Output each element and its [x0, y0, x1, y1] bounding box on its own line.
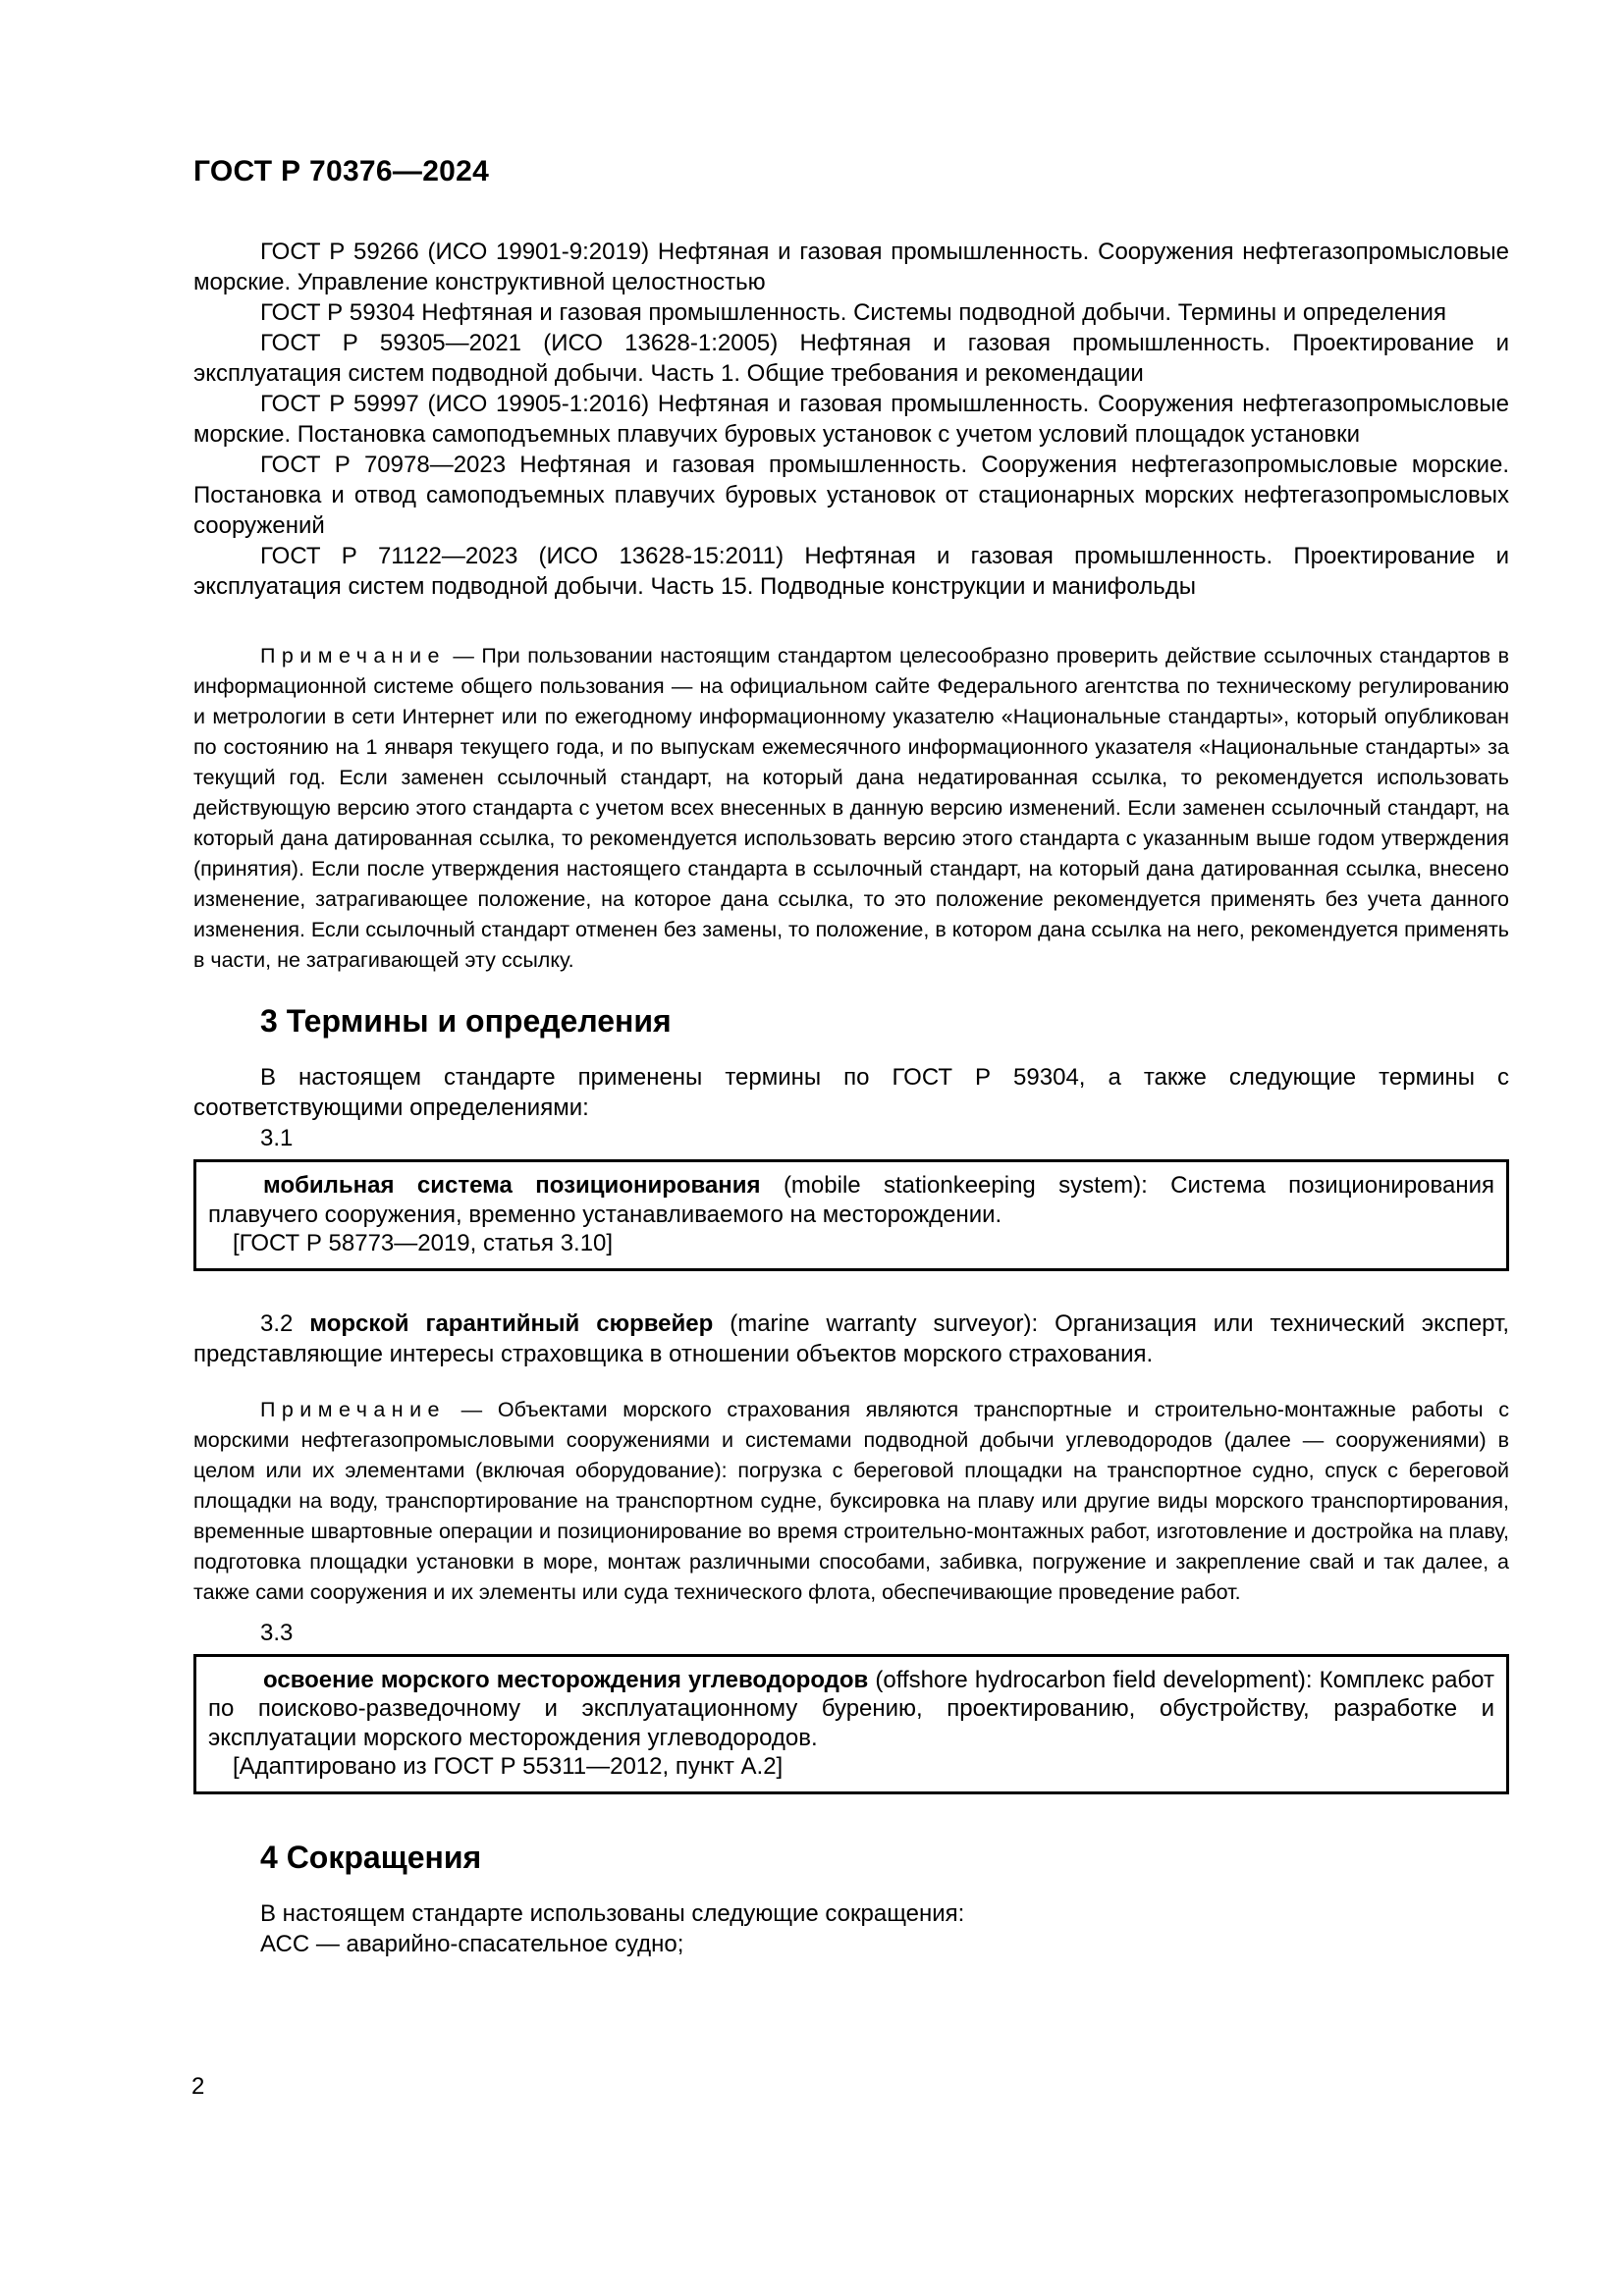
- reference-item-1: ГОСТ Р 59266 (ИСО 19901-9:2019) Нефтяная и газовая промышленность. Сооружения нефтегазопромысловые морские. Управление конструктивной целостностью: [193, 239, 1509, 295]
- terms-intro: В настоящем стандарте применены термины по ГОСТ Р 59304, а также следующие термины с соответствующими определениями:: [193, 1064, 1509, 1121]
- section-heading-abbreviations: 4 Сокращения: [260, 1839, 482, 1875]
- abbreviations-intro: В настоящем стандарте использованы следующие сокращения:: [260, 1899, 965, 1927]
- note-text: — При пользовании настоящим стандартом целесообразно проверить действие ссылочных стандартов в информационной системе общего пользования — на официальном сайте Федерального агентства по техническому регулированию и метрологии в сети Интернет или по ежегодному информационному указателю «Национальные стандарты», который опубликован по состоянию на 1 января текущего года, и по выпускам ежемесячного информационного указателя «Национальные стандарты» за текущий год. Если заменен ссылочный стандарт, на который дана недатированная ссылка, то рекомендуется использовать действующую версию этого стандарта с учетом всех внесенных в данную версию изменений. Если заменен ссылочный стандарт, на который дана датированная ссылка, то рекомендуется использовать версию этого стандарта с указанным выше годом утверждения (принятия). Если после утверждения настоящего стандарта в ссылочный стандарт, на который дана датированная ссылка, внесено изменение, затрагивающее положение, на которое дана ссылка, то это положение рекомендуется применять без учета данного изменения. Если ссылочный стандарт отменен без замены, то положение, в котором дана ссылка на него, рекомендуется применять в части, не затрагивающей эту ссылку.: [193, 644, 1509, 972]
- term-3-2-term: морской гарантийный сюрвейер: [309, 1309, 714, 1337]
- page-number: 2: [191, 2073, 205, 2100]
- term-3-2: [193, 1308, 1509, 1369]
- term-3-1-text: (mobile stationkeeping system): Система позиционирования плавучего сооружения, временно устанавливаемого на месторождении.: [208, 1172, 1494, 1228]
- term-number-3-1: 3.1: [260, 1125, 294, 1151]
- term-3-1-definition: [208, 1171, 1494, 1229]
- reference-item-4: ГОСТ Р 59997 (ИСО 19905-1:2016) Нефтяная и газовая промышленность. Сооружения нефтегазопромысловые морские. Постановка самоподъемных плавучих буровых установок с учетом условий площадок установки: [193, 391, 1509, 448]
- term-3-3-text: (offshore hydrocarbon field development): Комплекс работ по поисково-разведочному и эксплуатационному бурению, проектированию, обустройству, разработке и эксплуатации морского месторождения углеводородов.: [208, 1666, 1494, 1751]
- normative-references-section: [193, 237, 1509, 976]
- term-3-1-source: [ГОСТ Р 58773—2019, статья 3.10]: [233, 1230, 614, 1256]
- reference-item-2: ГОСТ Р 59304 Нефтяная и газовая промышленность. Системы подводной добычи. Термины и определения: [260, 299, 1446, 326]
- reference-item-5: ГОСТ Р 70978—2023 Нефтяная и газовая промышленность. Сооружения нефтегазопромысловые морские. Постановка и отвод самоподъемных плавучих буровых установок от стационарных морских нефтегазопромысловых сооружений: [193, 452, 1509, 539]
- term-3-2-note: [193, 1395, 1509, 1608]
- term-definition-box-3-1: [193, 1159, 1509, 1271]
- note-text: — Объектами морского страхования являются транспортные и строительно-монтажные работы с морскими нефтегазопромысловыми сооружениями и системами подводной добычи углеводородов (далее — сооружениями) в целом или их элементами (включая оборудование): погрузка с береговой площадки на транспортное судно, спуск с береговой площадки на воду, транспортирование на транспортном судне, буксировка на плаву или другие виды морского транспортирования, временные швартовные операции и позиционирование во время строительно-монтажных работ, изготовление и достройка на плаву, подготовка площадки установки в море, монтаж различными способами, забивка, погружение и закрепление свай и так далее, а также сами сооружения и их элементы или суда технического флота, обеспечивающие проведение работ.: [193, 1397, 1509, 1604]
- term-3-2-text: (marine warranty surveyor): Организация или технический эксперт, представляющие интересы страховщика в отношении объектов морского страхования.: [193, 1309, 1510, 1367]
- note-label: Примечание: [260, 1397, 446, 1421]
- section-heading-terms: 3 Термины и определения: [260, 1003, 672, 1039]
- term-3-3-term: освоение морского месторождения углеводородов: [263, 1666, 869, 1693]
- term-3-3-definition: [208, 1666, 1494, 1753]
- references-note: [193, 641, 1509, 976]
- abbreviations-section: [193, 1840, 1509, 1959]
- reference-item-6: ГОСТ Р 71122—2023 (ИСО 13628-15:2011) Нефтяная и газовая промышленность. Проектирование и эксплуатация систем подводной добычи. Часть 15. Подводные конструкции и манифольды: [193, 543, 1509, 600]
- term-definition-box-3-3: [193, 1654, 1509, 1794]
- document-code-header: ГОСТ Р 70376—2024: [193, 155, 490, 187]
- term-3-2-number: 3.2: [260, 1309, 310, 1337]
- page-content: [193, 155, 1509, 1959]
- term-number-3-3: 3.3: [260, 1619, 294, 1646]
- abbreviation-item-1: АСС — аварийно-спасательное судно;: [260, 1930, 684, 1957]
- term-3-1-term: мобильная система позиционирования: [263, 1172, 761, 1199]
- terms-section: [193, 1003, 1509, 1794]
- term-3-3-source: [Адаптировано из ГОСТ Р 55311—2012, пункт А.2]: [233, 1753, 784, 1780]
- note-label: Примечание: [260, 644, 446, 667]
- reference-item-3: ГОСТ Р 59305—2021 (ИСО 13628-1:2005) Нефтяная и газовая промышленность. Проектирование и эксплуатация систем подводной добычи. Часть 1. Общие требования и рекомендации: [193, 330, 1509, 387]
